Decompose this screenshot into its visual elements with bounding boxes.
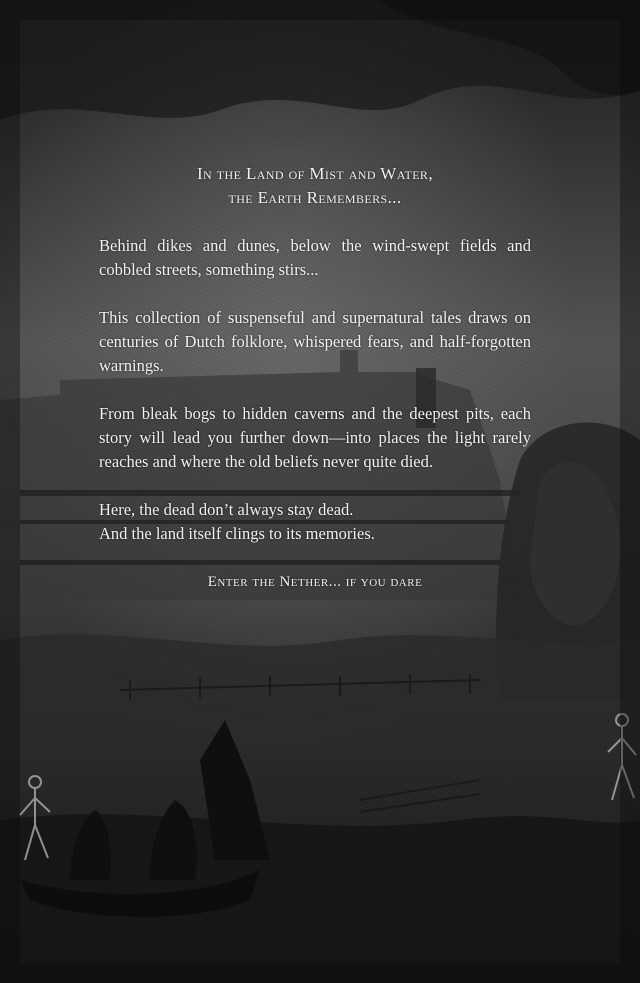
paragraph-stories: From bleak bogs to hidden caverns and the deepest pits, each story will lead you further down—into places the light rarely reaches and where the old beliefs never quite died. xyxy=(99,404,531,471)
heading-line-2: the Earth Remembers... xyxy=(228,188,402,207)
closing-line-2: And the land itself clings to its memories. xyxy=(99,524,375,543)
back-cover-text xyxy=(99,162,531,594)
closing-line-1: Here, the dead don’t always stay dead. xyxy=(99,500,354,519)
heading-line-1: In the Land of Mist and Water, xyxy=(197,164,433,183)
tagline: Enter the Nether... if you dare xyxy=(207,574,423,590)
paragraph-collection: This collection of suspenseful and supernatural tales draws on centuries of Dutch folklore, whispered fears, and half-forgotten warnings. xyxy=(99,308,531,375)
paragraph-intro: Behind dikes and dunes, below the wind-swept fields and cobbled streets, something stirs... xyxy=(99,236,531,279)
closing-lines xyxy=(99,498,531,546)
heading xyxy=(99,162,531,210)
